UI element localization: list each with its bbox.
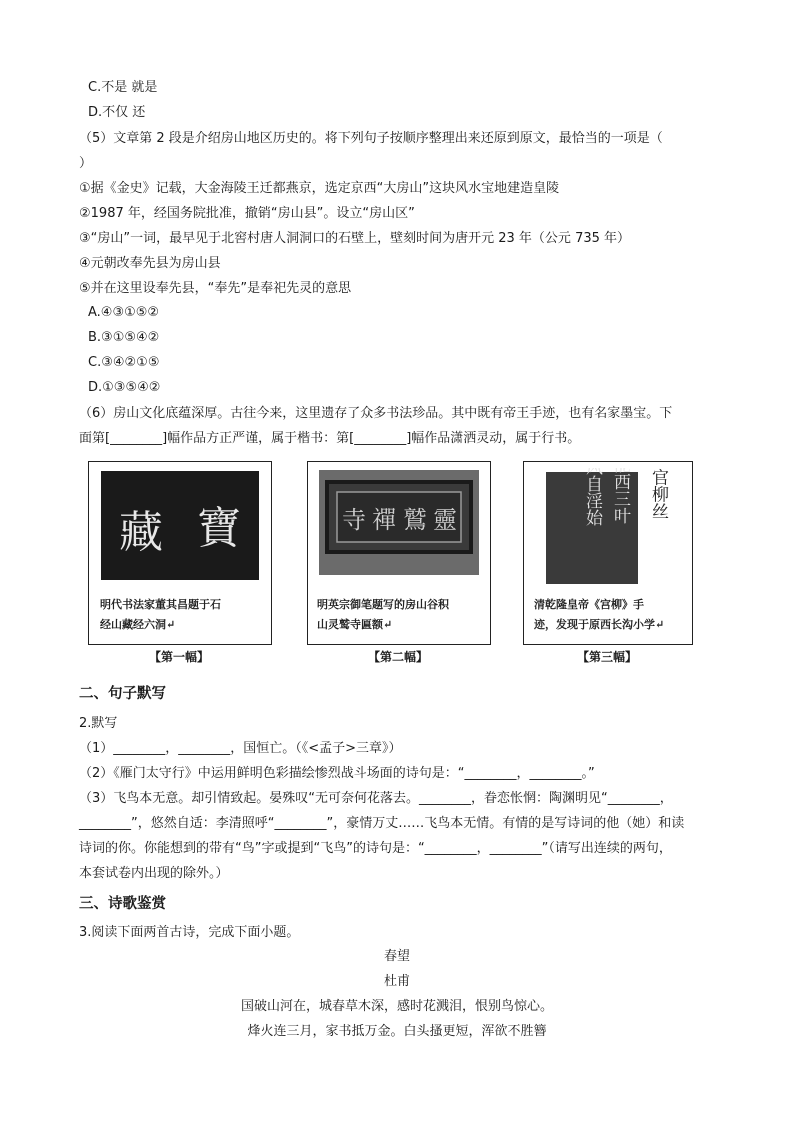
- dictation-line-5: 诗词的你。你能想到的带有“鸟”字或提到“飞鸟”的诗句是：“________，________”（请写出连续的两句，: [79, 841, 672, 856]
- image-label-1: 【第一幅】: [148, 650, 209, 664]
- image-caption: 明英宗御笔题写的房山谷积: [317, 598, 449, 611]
- image-caption: 经山藏经六洞↵: [100, 618, 176, 631]
- calligraphy-char: 藏: [119, 507, 163, 558]
- sentence-4: ④元朝改奉先县为房山县: [79, 256, 221, 271]
- calligraphy-column: 能西三叶: [610, 468, 630, 524]
- calligraphy-char: 寺: [342, 506, 366, 534]
- poem-title: 春望: [383, 949, 410, 964]
- dictation-line-4: ________”，悠然自适：李清照呼“________”，豪情万丈……飞鸟本无情。有情的是写诗词的他（她）和读: [79, 816, 685, 831]
- calligraphy-image-1: [88, 461, 272, 645]
- question-6-blanks: 面第[________]幅作品方正严谨，属于楷书：第[________]幅作品潇洒灵动，属于行书。: [79, 431, 581, 446]
- poem-line: 烽火连三月，家书抵万金。白头搔更短，浑欲不胜簪: [247, 1024, 547, 1039]
- choice-c: C.③④②①⑤: [88, 355, 160, 370]
- sentence-3: ③“房山”一词，最早见于北窖村唐人洞洞口的石壁上，壁刻时间为唐开元 23 年（公元 735 年）: [79, 231, 631, 246]
- calligraphy-image-2: [307, 461, 491, 645]
- sentence-5: ⑤并在这里设奉先县，“奉先”是奉祀先灵的意思: [79, 281, 352, 296]
- calligraphy-image-3: [523, 461, 693, 645]
- calligraphy-column: 风自淫始: [582, 468, 602, 526]
- choice-a: A.④③①⑤②: [88, 305, 160, 320]
- option-c: C.不是 就是: [88, 80, 158, 95]
- choice-d: D.①③⑤④②: [88, 380, 161, 395]
- dictation-line-3: （3）飞鸟本无意。却引情致起。晏殊叹“无可奈何花落去。________，眷恋怅惘：陶渊明见“________，: [79, 791, 673, 806]
- dictation-line-2: （2）《雁门太守行》中运用鲜明色彩描绘惨烈战斗场面的诗句是：“________，________。”: [79, 766, 595, 781]
- calligraphy-char: 禪: [372, 506, 396, 534]
- image-label-3: 【第三幅】: [576, 650, 637, 664]
- calligraphy-char: 鷲: [403, 506, 427, 534]
- poem-line: 国破山河在，城春草木深，感时花溅泪，恨别鸟惊心。: [240, 999, 553, 1014]
- instruction: 3.阅读下面两首古诗，完成下面小题。: [79, 925, 300, 940]
- calligraphy-char: 靈: [433, 506, 457, 534]
- dictation-line-1: （1）________，________，国恒亡。（《<孟子>三章》）: [79, 741, 402, 756]
- image-caption: 明代书法家董其昌题于石: [100, 598, 221, 611]
- sentence-1: ①据《金史》记载，大金海陵王迁都燕京，选定京西“大房山”这块风水宝地建造皇陵: [79, 181, 560, 196]
- calligraphy-plaque: [101, 471, 259, 580]
- section-heading: 三、诗歌鉴赏: [79, 896, 166, 912]
- poem-author: 杜甫: [383, 974, 410, 989]
- question-5-stem-end: ）: [79, 156, 93, 171]
- question-number: 2.默写: [79, 716, 118, 731]
- question-5-stem: （5）文章第 2 段是介绍房山地区历史的。将下列句子按顺序整理出来还原到原文，最恰当的一项是（: [79, 131, 663, 146]
- image-caption: 清乾隆皇帝《宫柳》手: [534, 598, 644, 611]
- choice-b: B.③①⑤④②: [88, 330, 160, 345]
- dictation-line-6: 本套试卷内出现的除外。）: [79, 866, 229, 881]
- calligraphy-scroll: [536, 468, 680, 586]
- calligraphy-column: 官柳丝: [648, 468, 668, 520]
- image-caption: 迹，发现于原西长沟小学↵: [534, 618, 665, 631]
- option-d: D.不仅 还: [88, 105, 146, 120]
- image-caption: 山灵鹫寺匾额↵: [317, 618, 393, 631]
- question-6-stem: （6）房山文化底蕴深厚。古往今来，这里遗存了众多书法珍品。其中既有帝王手迹，也有名家墨宝。下: [79, 406, 673, 421]
- image-label-2: 【第二幅】: [367, 650, 428, 664]
- calligraphy-plaque: [319, 470, 479, 575]
- section-heading: 二、句子默写: [79, 686, 166, 702]
- calligraphy-char: 寶: [197, 503, 241, 554]
- sentence-2: ②1987 年，经国务院批准，撤销“房山县”。设立“房山区”: [79, 206, 415, 221]
